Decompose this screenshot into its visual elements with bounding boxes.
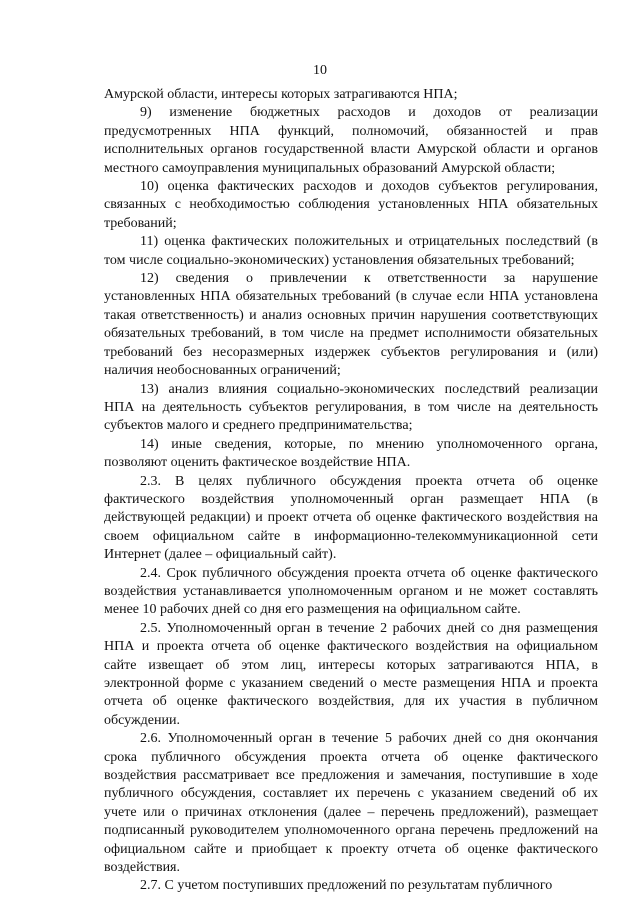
paragraph-section-2-3: 2.3. В целях публичного обсуждения проекта отчета об оценке фактического воздействия уполномоченный орган размещает НПА (в действующей редакции) и проект отчета об оценке фактического воздействия на своем официальном сайте в информационно-телекоммуникационной сети Интернет (далее – официальный сайт). bbox=[104, 473, 598, 563]
paragraph-item-12: 12) сведения о привлечении к ответственности за нарушение установленных НПА обязательных требований (в случае если НПА установлена такая ответственность) и анализ основных причин нарушения соответствующих обязательных требований, в том числе на предмет исполнимости обязательных требований без несоразмерных издержек субъектов регулирования и (или) наличия необоснованных ограничений; bbox=[104, 271, 598, 379]
paragraph-item-10: 10) оценка фактических расходов и доходов субъектов регулирования, связанных с необходимостью соблюдения установленных НПА обязательных требований; bbox=[104, 179, 598, 231]
paragraph-item-14: 14) иные сведения, которые, по мнению уполномоченного органа, позволяют оценить фактическое воздействие НПА. bbox=[104, 436, 598, 471]
paragraph-section-2-4: 2.4. Срок публичного обсуждения проекта отчета об оценке фактического воздействия устанавливается уполномоченным органом и не может составлять менее 10 рабочих дней со дня его размещения на официальном сайте. bbox=[104, 565, 598, 618]
paragraph-item-9: 9) изменение бюджетных расходов и доходов от реализации предусмотренных НПА функций, полномочий, обязанностей и прав исполнительных органов государственной власти Амурской области и органов местного самоуправления муниципальных образований Амурской области; bbox=[104, 105, 598, 176]
paragraph-item-13: 13) анализ влияния социально-экономических последствий реализации НПА на деятельность субъектов регулирования, в том числе на деятельность субъектов малого и среднего предпринимательства; bbox=[104, 381, 598, 434]
paragraph-item-11: 11) оценка фактических положительных и отрицательных последствий (в том числе социально-экономических) установления обязательных требований; bbox=[104, 234, 598, 268]
paragraph-section-2-7: 2.7. С учетом поступивших предложений по результатам публичного bbox=[140, 878, 553, 894]
document-body bbox=[104, 86, 598, 896]
paragraph-section-2-5: 2.5. Уполномоченный орган в течение 2 рабочих дней со дня размещения НПА и проекта отчета об оценке фактического воздействия на официальном сайте извещает об этом лиц, интересы которых затрагиваются НПА, в электронной форме с указанием сведений о месте размещения НПА и проекта отчета об оценке фактического воздействия, для их участия в публичном обсуждении. bbox=[104, 620, 598, 728]
page-number: 10 bbox=[313, 63, 327, 78]
paragraph-continuation: Амурской области, интересы которых затрагиваются НПА; bbox=[104, 87, 458, 102]
paragraph-section-2-6: 2.6. Уполномоченный орган в течение 5 рабочих дней со дня окончания срока публичного обсуждения проекта отчета об оценке фактического воздействия рассматривает все предложения и замечания, поступившие в ходе публичного обсуждения, составляет их перечень с указанием сведений об их учете или о причинах отклонения (далее – перечень предложений), размещает подписанный руководителем уполномоченного органа перечень предложений на официальном сайте и приобщает к проекту отчета об оценке фактического воздействия. bbox=[104, 731, 598, 876]
